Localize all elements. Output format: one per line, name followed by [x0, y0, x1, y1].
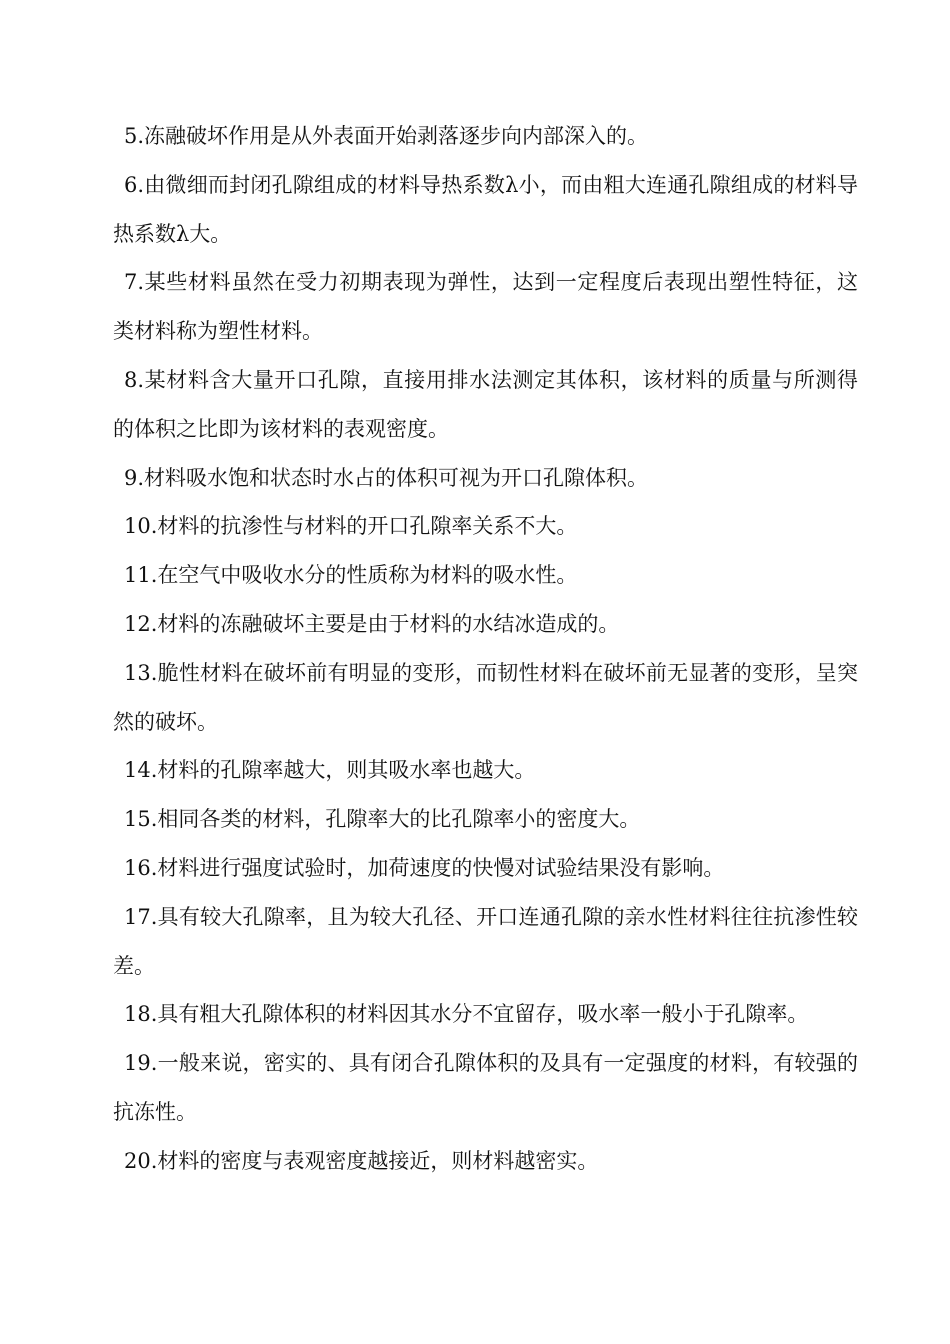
- question-item-19: 19.一般来说，密实的、具有闭合孔隙体积的及具有一定强度的材料，有较强的抗冻性。: [113, 1051, 858, 1124]
- document-page: [113, 112, 858, 1186]
- question-item-7: 7.某些材料虽然在受力初期表现为弹性，达到一定程度后表现出塑性特征，这类材料称为塑性材料。: [113, 270, 858, 344]
- question-item-14: 14.材料的孔隙率越大，则其吸水率也越大。: [124, 758, 536, 783]
- question-item-16: 16.材料进行强度试验时，加荷速度的快慢对试验结果没有影响。: [124, 855, 725, 880]
- question-item-15: 15.相同各类的材料，孔隙率大的比孔隙率小的密度大。: [124, 807, 641, 832]
- question-item-20: 20.材料的密度与表观密度越接近，则材料越密实。: [124, 1148, 599, 1173]
- question-item-6: 6.由微细而封闭孔隙组成的材料导热系数λ小，而由粗大连通孔隙组成的材料导热系数λ大。: [113, 172, 858, 246]
- question-item-12: 12.材料的冻融破坏主要是由于材料的水结冰造成的。: [124, 611, 620, 636]
- question-item-9: 9.材料吸水饱和状态时水占的体积可视为开口孔隙体积。: [124, 465, 649, 490]
- question-item-11: 11.在空气中吸收水分的性质称为材料的吸水性。: [124, 563, 578, 588]
- question-item-8: 8.某材料含大量开口孔隙，直接用排水法测定其体积，该材料的质量与所测得的体积之比即为该材料的表观密度。: [113, 367, 858, 441]
- question-item-18: 18.具有粗大孔隙体积的材料因其水分不宜留存，吸水率一般小于孔隙率。: [124, 1002, 809, 1027]
- question-item-10: 10.材料的抗渗性与材料的开口孔隙率关系不大。: [124, 514, 578, 539]
- question-item-17: 17.具有较大孔隙率，且为较大孔径、开口连通孔隙的亲水性材料往往抗渗性较差。: [113, 904, 858, 978]
- question-item-13: 13.脆性材料在破坏前有明显的变形，而韧性材料在破坏前无显著的变形，呈突然的破坏。: [113, 660, 858, 734]
- question-item-5: 5.冻融破坏作用是从外表面开始剥落逐步向内部深入的。: [124, 124, 649, 148]
